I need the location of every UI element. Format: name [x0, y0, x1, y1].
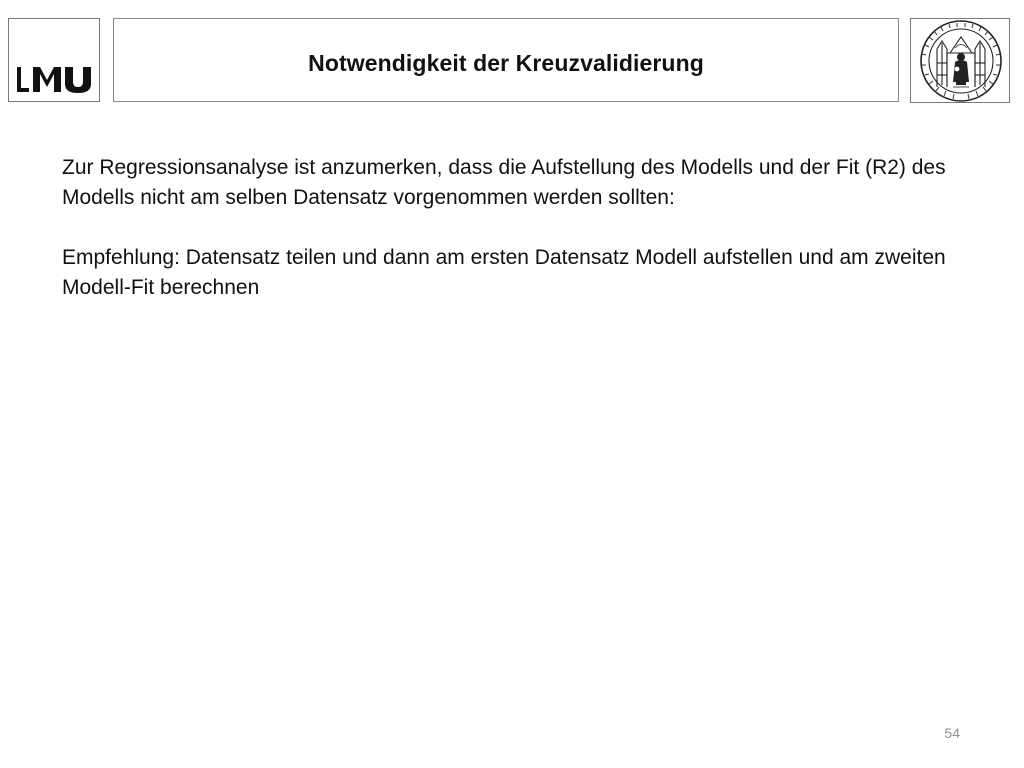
- university-seal: [910, 18, 1010, 103]
- body-paragraph-2: Empfehlung: Datensatz teilen und dann am ersten Datensatz Modell aufstellen und am zweiten Modell-Fit berechnen: [62, 246, 946, 299]
- page-number: 54: [944, 725, 960, 741]
- title-box: [113, 18, 899, 102]
- body-paragraph-1: Zur Regressionsanalyse ist anzumerken, dass die Aufstellung des Modells und der Fit (R2) des Modells nicht am selben Datensatz vorgenommen werden sollten:: [62, 156, 946, 209]
- lmu-logo-icon: [9, 19, 101, 103]
- page-title: Notwendigkeit der Kreuzvalidierung: [308, 49, 704, 76]
- university-seal-icon: [911, 19, 1011, 104]
- slide-body: [62, 153, 992, 333]
- lmu-logo: [8, 18, 100, 102]
